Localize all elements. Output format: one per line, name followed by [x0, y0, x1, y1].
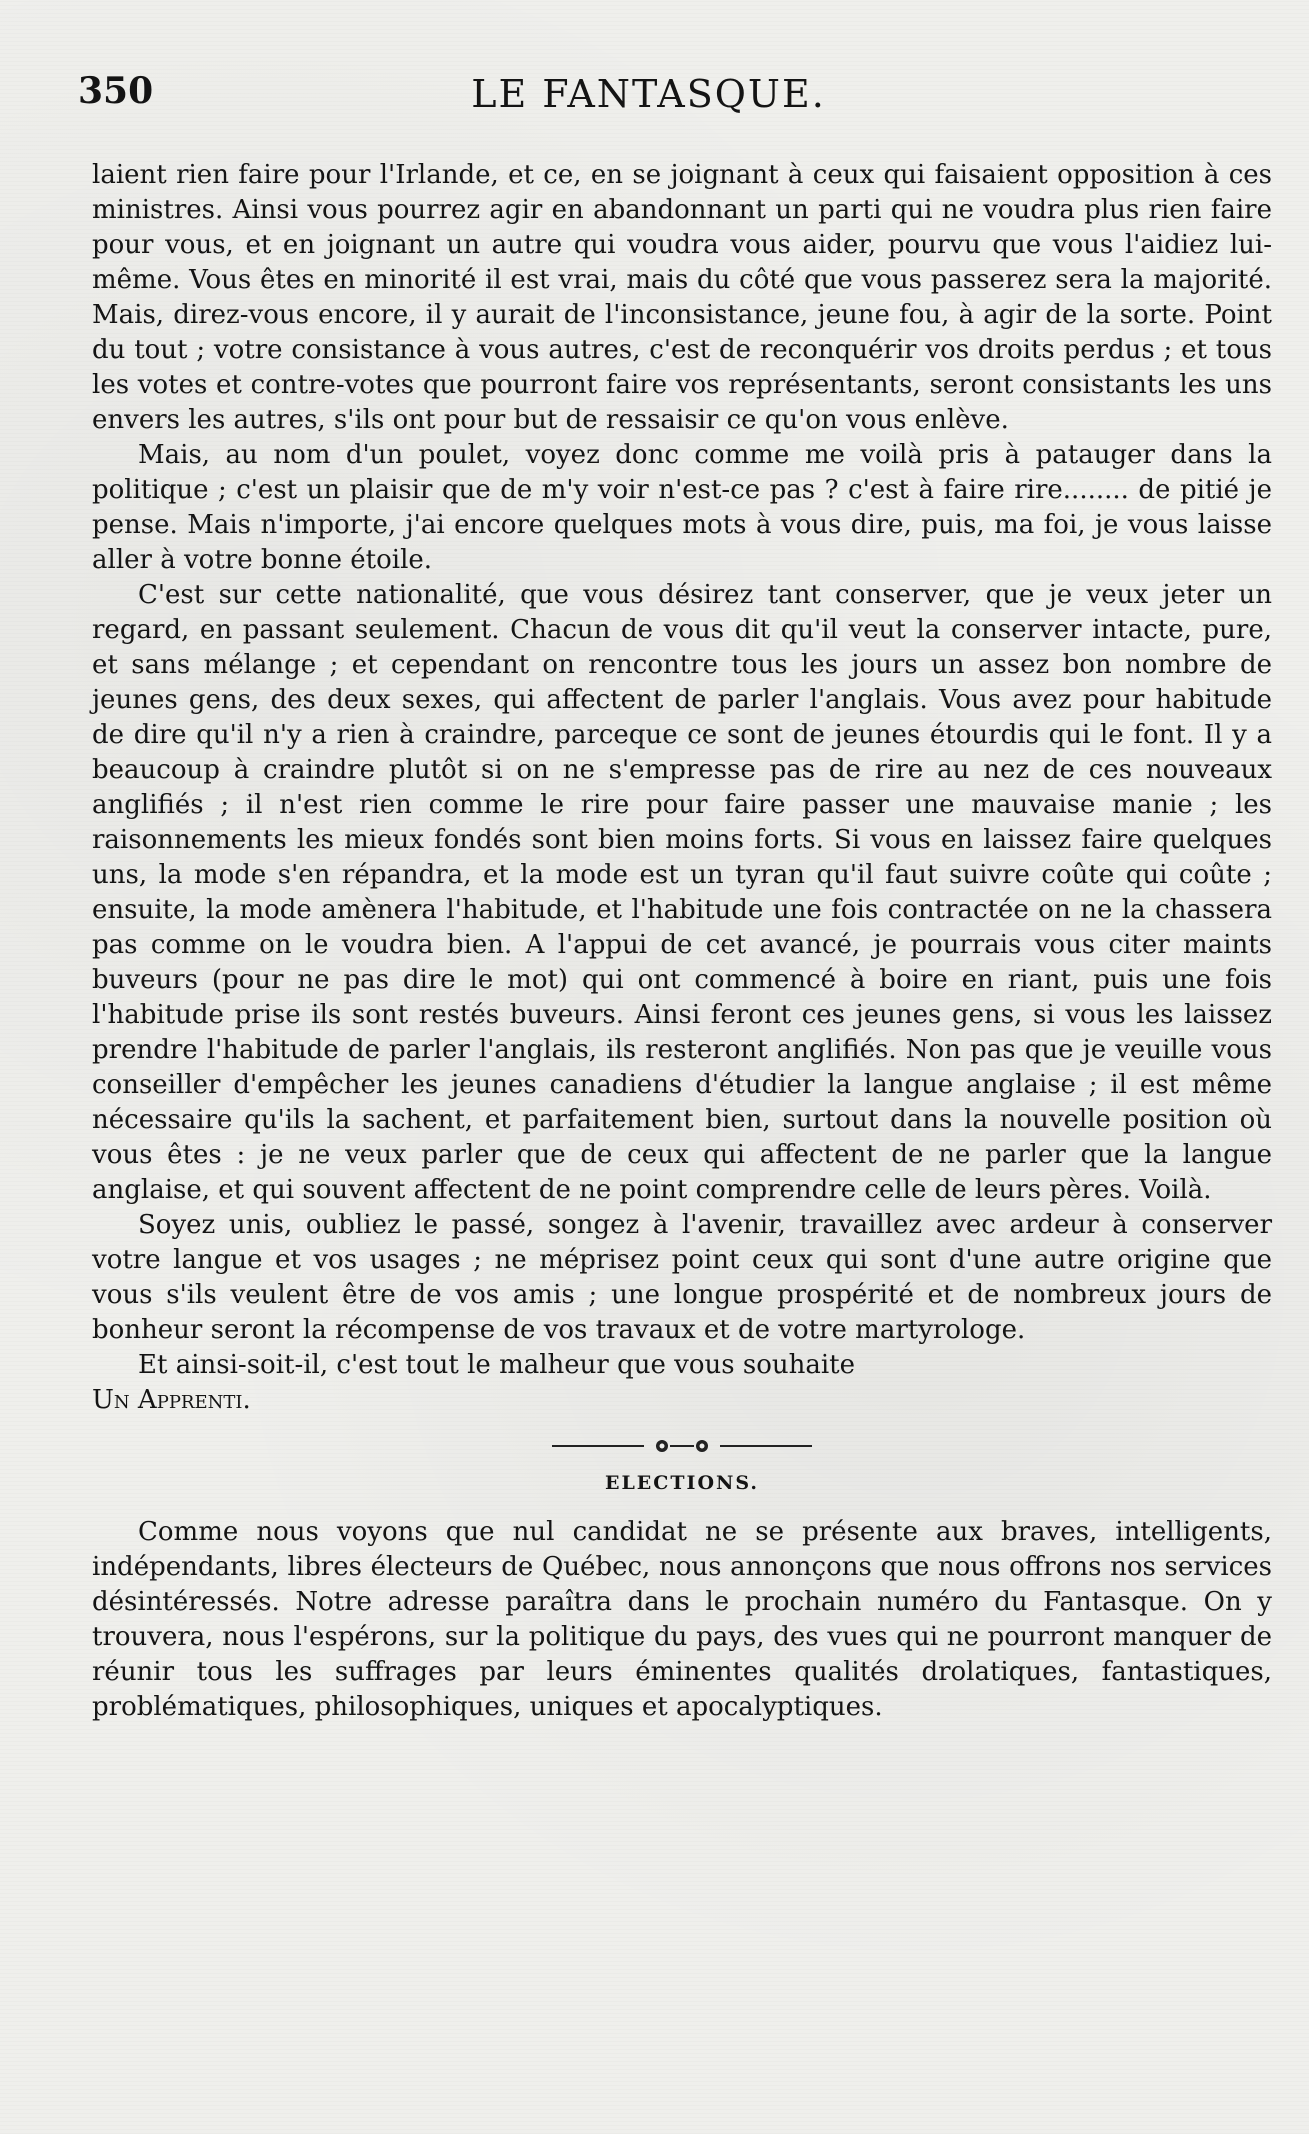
article-paragraph: C'est sur cette nationalité, que vous désirez tant conserver, que je veux jeter un regard, en passant seulement. Chacun de vous dit qu'il veut la conserver intacte, pure, et sans mélange ; et cependant on rencontre tous les jours un assez bon nombre de jeunes gens, des deux sexes, qui affectent de parler l'anglais. Vous avez pour habitude de dire qu'il n'y a rien à craindre, parceque ce sont de jeunes étourdis qui le font. Il y a beaucoup à craindre plutôt si on ne s'empresse pas de rire au nez de ces nouveaux anglifiés ; il n'est rien comme le rire pour faire passer une mauvaise manie ; les raisonnements les mieux fondés sont bien moins forts. Si vous en laissez faire quelques uns, la mode s'en répandra, et la mode est un tyran qu'il faut suivre coûte qui coûte ; ensuite, la mode amènera l'habitude, et l'habitude une fois contractée on ne la chassera pas comme on le voudra bien. A l'appui de cet avancé, je pourrais vous citer maints buveurs (pour ne pas dire le mot) qui ont commencé à boire en riant, puis une fois l'habitude prise ils sont restés buveurs. Ainsi feront ces jeunes gens, si vous les laissez prendre l'habitude de parler l'anglais, ils resteront anglifiés. Non pas que je veuille vous conseiller d'empêcher les jeunes canadiens d'étudier la langue anglaise ; il est même nécessaire qu'ils la sachent, et parfaitement bien, surtout dans la nouvelle position où vous êtes : je ne veux parler que de ceux qui affectent de ne parler que la langue anglaise, et qui souvent affectent de ne point comprendre celle de leurs pères. Voilà. [92, 580, 1272, 1205]
elections-paragraph: Comme nous voyons que nul candidat ne se présente aux braves, intelligents, indépendants, libres électeurs de Québec, nous annonçons que nous offrons nos services désintéressés. Notre adresse paraîtra dans le prochain numéro du Fantasque. On y trouvera, nous l'espérons, sur la politique du pays, des vues qui ne pourront manquer de réunir tous les suffrages par leurs éminentes qualités drolatiques, fantastiques, problématiques, philosophiques, uniques et apocalyptiques. [92, 1517, 1272, 1722]
running-head: LE FANTASQUE. [471, 72, 826, 116]
elections-title: ELECTIONS. [604, 1472, 760, 1494]
page-header [78, 70, 1219, 120]
article-paragraph: Mais, au nom d'un poulet, voyez donc comme me voilà pris à patauger dans la politique ; c'est un plaisir que de m'y voir n'est-ce pas ? c'est à faire rire........ de pitié je pense. Mais n'importe, j'ai encore quelques mots à vous dire, puis, ma foi, je vous laisse aller à votre bonne étoile. [92, 440, 1272, 575]
article-paragraph: laient rien faire pour l'Irlande, et ce, en se joignant à ceux qui faisaient opposition à ces ministres. Ainsi vous pourrez agir en abandonnant un parti qui ne voudra plus rien faire pour vous, et en joignant un autre qui voudra vous aider, pourvu que vous l'aidiez lui-même. Vous êtes en minorité il est vrai, mais du côté que vous passerez sera la majorité. Mais, direz-vous encore, il y aurait de l'inconsistance, jeune fou, à agir de la sorte. Point du tout ; votre consistance à vous autres, c'est de reconquérir vos droits perdus ; et tous les votes et contre-votes que pourront faire vos représentants, seront consistants les uns envers les autres, s'ils ont pour but de ressaisir ce qu'on vous enlève. [92, 160, 1272, 435]
article-signature: Un Apprenti. [92, 1385, 251, 1415]
section-divider-ornament [542, 1436, 822, 1456]
article-paragraph: Et ainsi-soit-il, c'est tout le malheur que vous souhaite [138, 1350, 855, 1380]
page-number: 350 [78, 70, 154, 112]
article-paragraph: Soyez unis, oubliez le passé, songez à l'avenir, travaillez avec ardeur à conserver votre langue et vos usages ; ne méprisez point ceux qui sont d'une autre origine que vous s'ils veulent être de vos amis ; une longue prospérité et de nombreux jours de bonheur seront la récompense de vos travaux et de votre martyrologe. [92, 1210, 1272, 1345]
page-content [92, 158, 1272, 1725]
